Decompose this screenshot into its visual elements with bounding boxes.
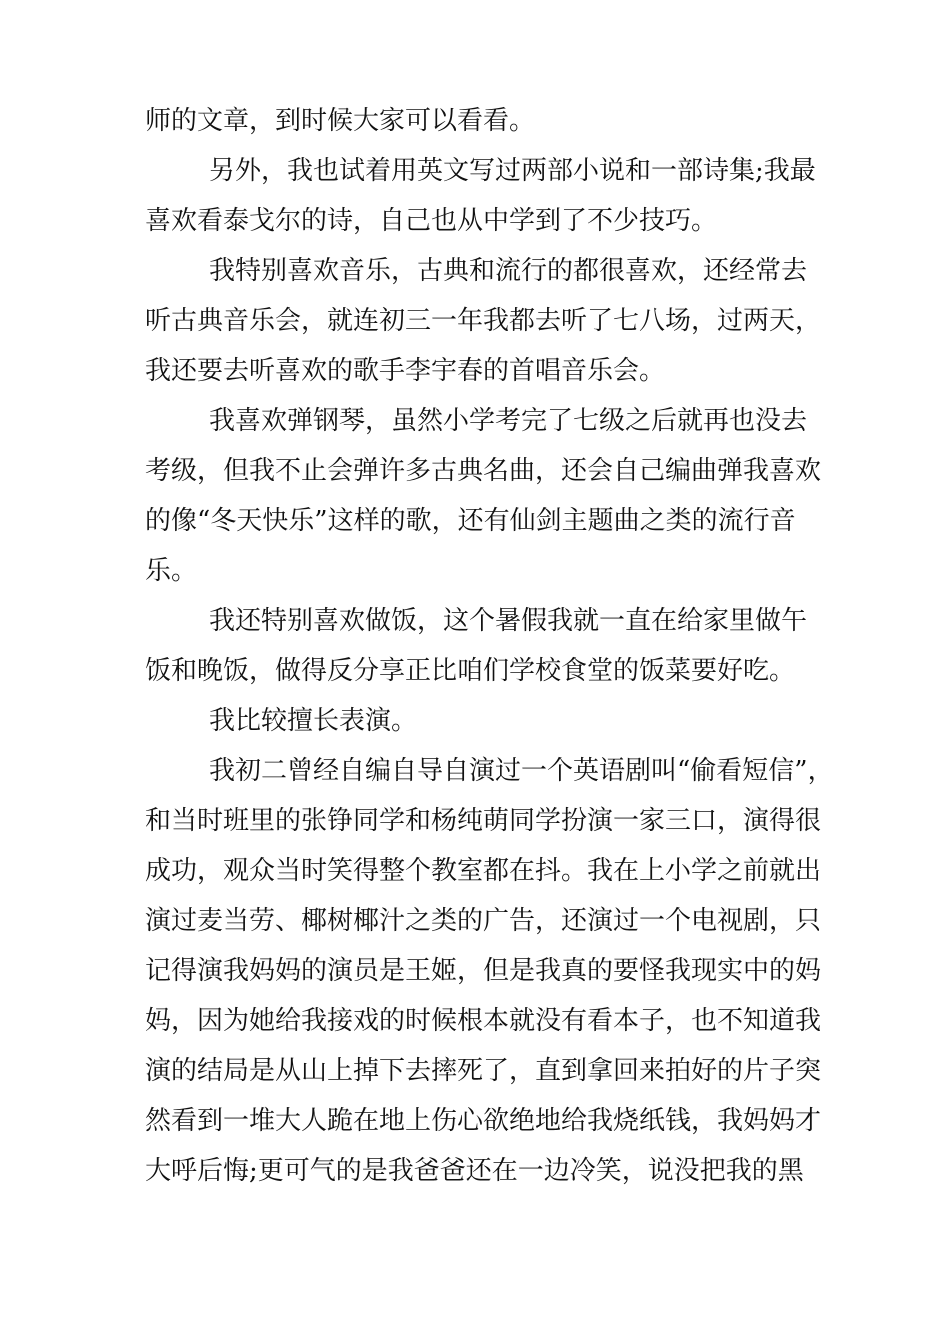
text-line: 记得演我妈妈的演员是王姬，但是我真的要怪我现实中的妈: [145, 956, 822, 986]
text-line: 演过麦当劳、椰树椰汁之类的广告，还演过一个电视剧，只: [145, 906, 822, 936]
text-line: 成功，观众当时笑得整个教室都在抖。我在上小学之前就出: [145, 856, 822, 886]
text-line: 然看到一堆大人跪在地上伤心欲绝地给我烧纸钱，我妈妈才: [145, 1106, 822, 1136]
paragraph-start-line: 我初二曾经自编自导自演过一个英语剧叫“偷看短信”，: [209, 756, 834, 786]
body-text: [145, 96, 834, 1196]
text-line: 的像“冬天快乐”这样的歌，还有仙剑主题曲之类的流行音: [145, 506, 796, 536]
paragraph-start-line: 我还特别喜欢做饭，这个暑假我就一直在给家里做午: [209, 606, 808, 636]
text-line: 师的文章，到时候大家可以看看。: [145, 106, 536, 136]
paragraph-start-line: 我比较擅长表演。: [209, 706, 418, 736]
text-line: 大呼后悔;更可气的是我爸爸还在一边冷笑，说没把我的黑: [145, 1156, 804, 1186]
paragraph-start-line: 另外，我也试着用英文写过两部小说和一部诗集;我最: [209, 156, 816, 186]
paragraph-start-line: 我特别喜欢音乐，古典和流行的都很喜欢，还经常去: [209, 256, 808, 286]
text-line: 听古典音乐会，就连初三一年我都去听了七八场，过两天，: [145, 306, 822, 336]
paragraph-start-line: 我喜欢弹钢琴，虽然小学考完了七级之后就再也没去: [209, 406, 808, 436]
text-line: 演的结局是从山上掉下去摔死了，直到拿回来拍好的片子突: [145, 1056, 822, 1086]
text-line: 我还要去听喜欢的歌手李宇春的首唱音乐会。: [145, 356, 666, 386]
text-line: 乐。: [145, 556, 198, 586]
text-line: 妈，因为她给我接戏的时候根本就没有看本子，也不知道我: [145, 1006, 822, 1036]
text-line: 饭和晚饭，做得反分享正比咱们学校食堂的饭菜要好吃。: [145, 656, 796, 686]
text-line: 喜欢看泰戈尔的诗，自己也从中学到了不少技巧。: [145, 206, 718, 236]
text-line: 考级，但我不止会弹许多古典名曲，还会自己编曲弹我喜欢: [145, 456, 822, 486]
text-line: 和当时班里的张铮同学和杨纯萌同学扮演一家三口，演得很: [145, 806, 822, 836]
